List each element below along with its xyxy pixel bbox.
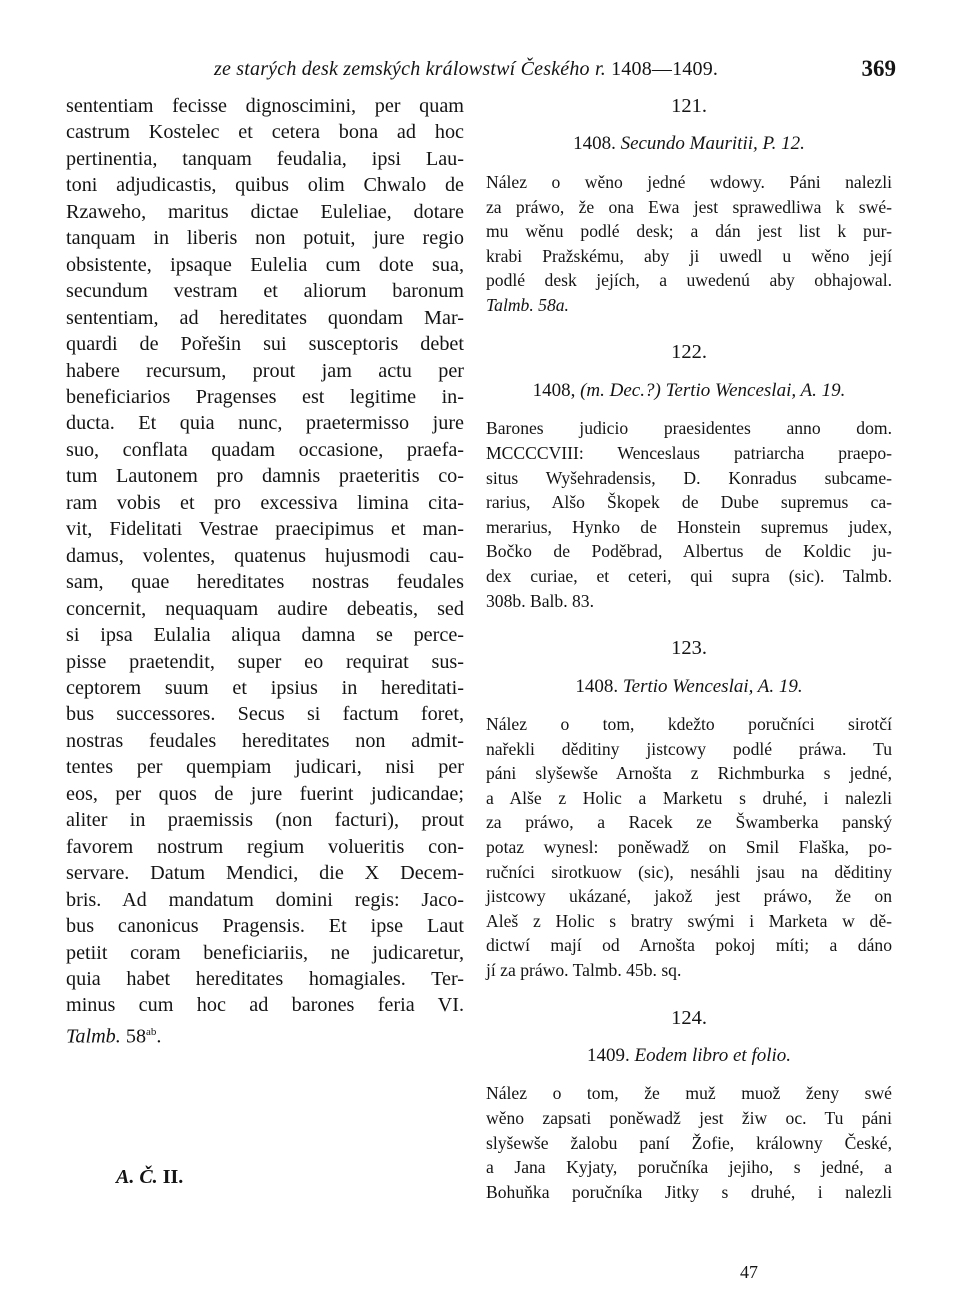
entry-line: wěno zapsati poněwadž jest žiw oc. Tu páni [486,1108,892,1129]
catchword: 47 [740,1262,758,1282]
entry-line: za práwo, a Racek ze Šwamberka panský [486,812,892,833]
reference-folio: 58 [125,1025,147,1048]
reference-superscript: ab [146,1025,157,1038]
signature-italic: A. Č. [116,1166,158,1188]
entry-line: MCCCCVIII: Wenceslaus patriarcha praepo- [486,442,892,463]
left-column-line: tanquam in liberis non potuit, jure regio [66,227,464,250]
entry-date [486,131,892,157]
entry-date-year: 1408. [575,675,619,697]
entry-line: Aleš z Holic s bratry swými i Marketa w dě- [486,910,892,931]
left-column-line: quia habet hereditates homagiales. Ter- [66,967,464,990]
left-column-line: bus successores. Secus si factum foret, [66,703,464,726]
entry-date-year: 1409. [586,1045,630,1067]
entry-number: 121. [671,95,707,117]
entry-line: podlé desk jejích, a uwedenú aby obhajowal. [486,270,892,291]
entry-line: Bočko de Poděbrad, Albertus de Koldic ju- [486,541,892,562]
entry-body [486,170,892,318]
entry-date-year: 1408. [573,133,616,155]
entry-date-text: Tertio Wenceslai, A. 19. [622,675,803,697]
left-column-line: si ipsa Eulalia aliqua damna se perce- [66,624,464,647]
entry-line: Nález o tom, že muž muož ženy swé [486,1083,892,1104]
left-column-line: minus cum hoc ad barones feria VI. [66,994,464,1017]
entry-line: nařekli děditiny jistcowy podlé práwa. Tu [486,738,892,759]
left-column-line: secundum vestram et aliorum baronum [66,280,464,303]
entry-line: Bohuňka poručníka Jitky s druhé, i nalezli [486,1181,892,1202]
left-column-line: sententiam fecisse dignoscimini, per quam [66,95,464,117]
left-column-line: bris. Ad mandatum domini regis: Jaco- [66,888,464,911]
left-column-line: vit, Fidelitati Vestrae praecipimus et man- [66,518,464,541]
left-column-text [66,93,464,1019]
entry-number: 122. [671,341,707,364]
entry-line: páni slyšewše Arnošta z Richmburka s jedné, [486,763,892,784]
entry-body [486,1081,892,1204]
entry-reference: jí za práwo. Talmb. 45b. sq. [486,959,682,980]
left-column [66,93,464,1050]
entry-reference: 308b. Balb. 83. [486,590,595,611]
reference-source: Talmb. [66,1025,121,1048]
entry-line: Barones judicio praesidentes anno dom. [486,418,892,439]
left-column-line: servare. Datum Mendici, die X Decem- [66,862,464,885]
reference-end: . [156,1025,162,1048]
entry-line: a Alše z Holic a Marketu s druhé, i nalezli [486,787,892,808]
left-column-line: suo, conflata quadam occasione, praefa- [66,438,464,461]
entry-date [486,378,892,404]
left-column-line: beneficiarios Pragenses est legitime in- [66,385,464,408]
left-column-line: castrum Kostelec et cetera bona ad hoc [66,121,464,144]
entry-line: slyšewše žalobu paní Žofie, králowny České, [486,1132,892,1153]
left-column-line: damus, volentes, quatenus hujusmodi cau- [66,544,464,567]
page-header [200,56,900,86]
right-column [486,93,892,1204]
left-column-line: ceptorem suum et ipsius in hereditati- [66,676,464,699]
left-column-reference [66,1019,464,1050]
entry-line: ručníci sirotkuow (sic), nesáhli jsau na děditiny [486,861,892,882]
left-column-line: aliter in praemissis (non facturi), prout [66,809,464,832]
entry-number: 124. [671,1006,707,1029]
entry-number: 123. [671,637,707,660]
left-column-line: sam, quae hereditates nostras feudales [66,571,464,594]
left-column-line: ram vobis et pro excessiva limina cita- [66,491,464,514]
left-column-line: tentes per quempiam judicari, nisi per [66,756,464,779]
entry-line: dex curiae, et ceteri, qui supra (sic). Talmb. [486,565,892,586]
left-column-line: habere recursum, prout jam actu per [66,359,464,382]
entry-line: situs Wyšehradensis, D. Konradus subcame- [486,467,892,488]
left-column-line: obsistente, ipsaque Eulelia cum dote sua, [66,253,464,276]
entry-line: jistcowy ukázané, jakož jest práwo, že on [486,886,892,907]
left-column-line: tum Lautonem pro damnis praeteritis co- [66,465,464,488]
left-column-line: eos, per quos de jure fuerint judicandae; [66,782,464,805]
page-number: 369 [861,56,896,81]
entry-line: Nález o tom, kdežto poručníci sirotčí [486,714,892,735]
entry-line: Nález o wěno jedné wdowy. Páni nalezli [486,171,892,192]
left-column-line: sententiam, ad hereditates quondam Mar- [66,306,464,329]
signature-mark [116,1166,183,1189]
entry-body [486,712,892,983]
left-column-line: pertinentia, tanquam feudalia, ipsi Lau- [66,147,464,170]
running-title-text: ze starých desk zemských králowstwí Českého r. [214,58,606,80]
left-column-line: toni adjudicastis, quibus olim Chwalo de [66,174,464,197]
entry-line: mu wěnu podlé desk; a dán jest list k pur- [486,221,892,242]
entry-line: merarius, Hynko de Honstein supremus judex, [486,516,892,537]
entry-date-text: (m. Dec.?) Tertio Wenceslai, A. 19. [580,379,846,401]
left-column-line: ducta. Et quia nunc, praetermisso jure [66,412,464,435]
entry-date [486,1043,892,1069]
entry-line: rarius, Alšo Škopek de Dube supremus ca- [486,492,892,513]
entry-date [486,674,892,700]
left-column-line: favorem nostrum regium volueritis con- [66,835,464,858]
entry-body [486,416,892,613]
entry-date-text: Secundo Mauritii, P. 12. [620,133,805,155]
entry-line: krabi Pražskému, aby ji uwedl u wěno její [486,245,892,266]
entry-line: potaz wynesl: poněwadž on Smil Flaška, po- [486,837,892,857]
left-column-line: pisse praetendit, super eo requirat sus- [66,650,464,673]
entry-date-year: 1408, [532,379,576,401]
entry-line: a Jana Kyjaty, poručníka jejiho, s jedné, a [486,1157,892,1178]
left-column-line: bus canonicus Pragensis. Et ipse Laut [66,915,464,938]
entry-reference: Talmb. 58a. [486,294,569,315]
running-title-years: 1408—1409. [611,58,719,80]
entry-line: za práwo, že ona Ewa jest sprawedliwa k swé- [486,196,892,217]
left-column-line: petiit coram beneficiariis, ne judicaretur, [66,941,464,964]
left-column-line: concernit, nequaquam audire debeatis, sed [66,597,464,620]
entry-date-text: Eodem libro et folio. [634,1045,792,1067]
left-column-line: nostras feudales hereditates non admit- [66,729,464,752]
running-title [214,58,718,81]
left-column-line: quardi de Pořešin sui susceptoris debet [66,333,464,356]
left-column-line: Rzaweho, maritus dictae Euleliae, dotare [66,200,464,223]
signature-roman: II. [162,1166,184,1188]
entry-line: dictwí mají od Arnošta pokoj míti; a dáno [486,935,892,956]
